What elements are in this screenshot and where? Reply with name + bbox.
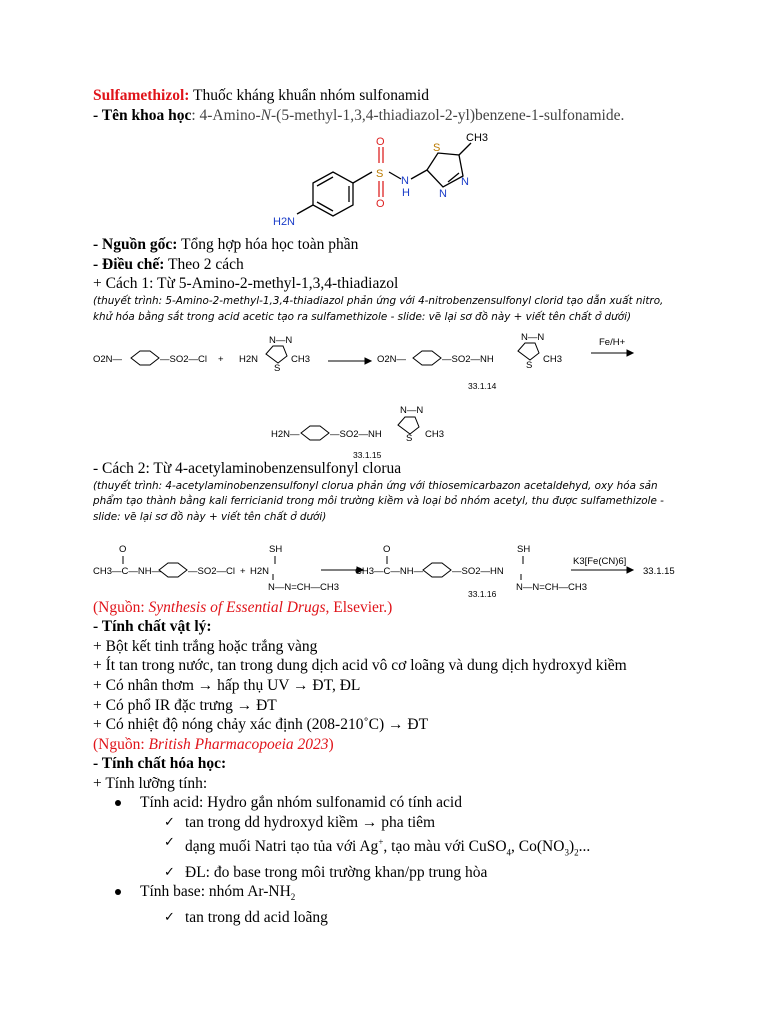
- co-subscript: 2: [574, 846, 579, 857]
- scheme-2-svg: [93, 526, 693, 598]
- chemical-heading: [93, 754, 693, 774]
- s1-code1: 33.1.14: [468, 381, 497, 392]
- base-bullet-text: Tính base: nhóm Ar-NH: [140, 883, 291, 901]
- check-mark-icon: ✓: [164, 864, 175, 880]
- so4-subscript: 4: [506, 846, 512, 857]
- s2-ch3c-1: CH3—C—NH—: [93, 565, 162, 577]
- ag-charge: +: [378, 836, 384, 847]
- s1-final-left: H2N—: [271, 429, 300, 441]
- o-top-label: O: [376, 136, 385, 149]
- source-1-a: (Nguồn:: [93, 598, 149, 616]
- s-sulfonyl-label: S: [376, 168, 384, 181]
- o-bottom-label: O: [376, 198, 385, 211]
- s2-code: 33.1.16: [468, 588, 497, 598]
- acid-check-1-text: tan trong dd hydroxyd kiềm → pha tiêm: [185, 814, 436, 832]
- drug-description: Thuốc kháng khuẩn nhóm sulfonamid: [189, 87, 429, 104]
- method1-line: + Cách 1: Từ 5-Amino-2-methyl-1,3,4-thiadiazol: [93, 275, 399, 293]
- physical-item: + Có phổ IR đặc trưng → ĐT: [93, 696, 277, 714]
- s1-nn-2: N—N: [521, 332, 545, 344]
- s2-o-2: O: [383, 543, 391, 555]
- s2-so2hn: —SO2—HN: [452, 565, 504, 577]
- acid-check-3-text: ĐL: đo base trong môi trường khan/pp trung hòa: [185, 863, 488, 881]
- scientific-name-label: - Tên khoa học: [93, 106, 192, 124]
- scientific-name-line: [93, 106, 693, 126]
- n2-label: N: [461, 176, 469, 189]
- s1-prod-mid: —SO2—NH: [442, 354, 494, 366]
- s1-nn-1: N—N: [269, 335, 293, 347]
- ch3-label: CH3: [466, 132, 489, 145]
- physical-item: + Ít tan trong nước, tan trong dung dịch acid vô cơ loãng và dung dịch hydroxyd kiềm: [93, 657, 627, 675]
- source-2-b: ): [328, 735, 334, 753]
- s2-o-1: O: [119, 543, 127, 555]
- check-mark-icon: ✓: [164, 909, 175, 925]
- chemical-label: - Tính chất hóa học:: [93, 755, 227, 773]
- s2-reagent: K3[Fe(CN)6]: [573, 555, 627, 567]
- title-line: [93, 86, 693, 106]
- origin-line: [93, 235, 693, 255]
- s2-sh-1: SH: [269, 543, 283, 555]
- source-1-title: Synthesis of Essential Drugs: [148, 598, 326, 616]
- base-check-1: [93, 908, 693, 928]
- structure-svg: [93, 125, 693, 235]
- sulfamethizol-structure: [93, 125, 693, 235]
- acid-check-2-e: ...: [578, 837, 591, 855]
- physical-item: + Có nhiệt độ nóng chảy xác định (208-210˚C) → ĐT: [93, 716, 429, 734]
- base-bullet: [93, 882, 693, 908]
- physical-heading: [93, 617, 693, 637]
- physical-item: + Có nhân thơm → hấp thụ UV → ĐT, ĐL: [93, 676, 361, 694]
- method1-note: (thuyết trình: 5-Amino-2-methyl-1,3,4-thiadiazol phản ứng với 4-nitrobenzensulfonyl clorid tạo dẫn xuất nitro, khử hóa bằng sắt trong acid acetic tạo ra sulfamethizole - slide: vẽ lại sơ đồ này + viết tên chất ở dưới): [93, 294, 664, 323]
- prep-line: [93, 255, 693, 275]
- s2-target: 33.1.15: [643, 565, 675, 577]
- document-page: [93, 86, 693, 927]
- scheme-1: [93, 325, 693, 459]
- check-mark-icon: ✓: [164, 815, 175, 831]
- method2-note: (thuyết trình: 4-acetylaminobenzensulfonyl clorua phản ứng với thiosemicarbazon acetaldehyd, oxy hóa sản phẩm tạo thành bằng kali ferricianid trong môi trường kiềm và loại bỏ nhóm acetyl, thu được sulfamethizole - slide: vẽ lại sơ đồ này + viết tên chất ở dưới): [93, 479, 664, 523]
- s1-code2: 33.1.15: [353, 450, 382, 460]
- scientific-name-n: N: [260, 106, 271, 124]
- h-label: H: [402, 187, 410, 200]
- s1-amine-right: CH3: [291, 354, 311, 366]
- acid-check-2-c: , Co(NO: [511, 837, 565, 855]
- nh2-subscript: 2: [290, 892, 296, 903]
- drug-name: Sulfamethizol:: [93, 87, 190, 104]
- acid-bullet: Tính acid: Hydro gắn nhóm sulfonamid có tính acid: [93, 793, 693, 813]
- physical-item: + Bột kết tinh trắng hoặc trắng vàng: [93, 637, 318, 655]
- physical-label: - Tính chất vật lý:: [93, 618, 212, 636]
- s1-nn-3: N—N: [400, 405, 424, 417]
- source-2-title: British Pharmacopoeia 2023: [148, 735, 329, 753]
- source-1-b: , Elsevier.): [325, 598, 393, 616]
- acid-check-2: [93, 833, 693, 863]
- s1-prod-right: CH3: [543, 354, 563, 366]
- origin-text: Tổng hợp hóa học toàn phần: [177, 236, 359, 254]
- scientific-name-b: -(5-methyl-1,3,4-thiadiazol-2-yl)benzene-1-sulfonamide.: [271, 106, 625, 124]
- s1-plus: +: [218, 354, 224, 366]
- prep-label: - Điều chế:: [93, 255, 165, 273]
- acid-check-1: [93, 813, 693, 833]
- s1-r1-right: —SO2—Cl: [160, 354, 207, 366]
- scheme-2: [93, 526, 693, 598]
- s2-so2cl: —SO2—Cl: [188, 565, 235, 577]
- check-mark-icon: ✓: [164, 834, 175, 850]
- s1-amine-left: H2N: [239, 354, 259, 366]
- base-check-text: tan trong dd acid loãng: [185, 908, 328, 926]
- s2-plus: +: [240, 565, 246, 577]
- source-2-a: (Nguồn:: [93, 735, 149, 753]
- s1-s-3: S: [406, 433, 413, 445]
- method2-line: - Cách 2: Từ 4-acetylaminobenzensulfonyl clorua: [93, 460, 402, 478]
- scheme-1-svg: [93, 325, 693, 459]
- acid-check-3: [93, 863, 693, 883]
- origin-label: - Nguồn gốc:: [93, 236, 178, 254]
- acid-check-2-d: ): [568, 837, 575, 855]
- n-h-label: N: [401, 175, 409, 188]
- acid-check-2-b: , tạo màu với CuSO: [383, 837, 507, 855]
- amphoteric-line: + Tính lưỡng tính:: [93, 774, 208, 792]
- s1-r1-left: O2N—: [93, 354, 123, 366]
- n1-label: N: [439, 188, 447, 201]
- s2-sh-2: SH: [517, 543, 531, 555]
- s1-prod-left: O2N—: [377, 354, 407, 366]
- source-2-line: [93, 735, 693, 755]
- h2n-label: H2N: [273, 216, 296, 229]
- s1-final-right: CH3: [425, 429, 445, 441]
- s2-h2n: H2N: [250, 565, 270, 577]
- source-1-line: [93, 598, 693, 618]
- s2-hydrazone-1: N—N=CH—CH3: [268, 581, 339, 593]
- prep-text: Theo 2 cách: [164, 255, 244, 273]
- s2-hydrazone-2: N—N=CH—CH3: [516, 581, 587, 593]
- s1-reagent: Fe/H+: [599, 337, 626, 349]
- s2-ch3c-2: CH3—C—NH—: [355, 565, 424, 577]
- s1-s-2: S: [526, 360, 533, 372]
- s-ring-label: S: [433, 142, 441, 155]
- s1-final-mid: —SO2—NH: [330, 429, 382, 441]
- s1-s-1: S: [274, 363, 281, 375]
- scientific-name-a: : 4-Amino-: [191, 106, 261, 124]
- no3-subscript: 3: [564, 846, 569, 857]
- acid-check-2-a: dạng muối Natri tạo tủa với Ag: [185, 837, 379, 855]
